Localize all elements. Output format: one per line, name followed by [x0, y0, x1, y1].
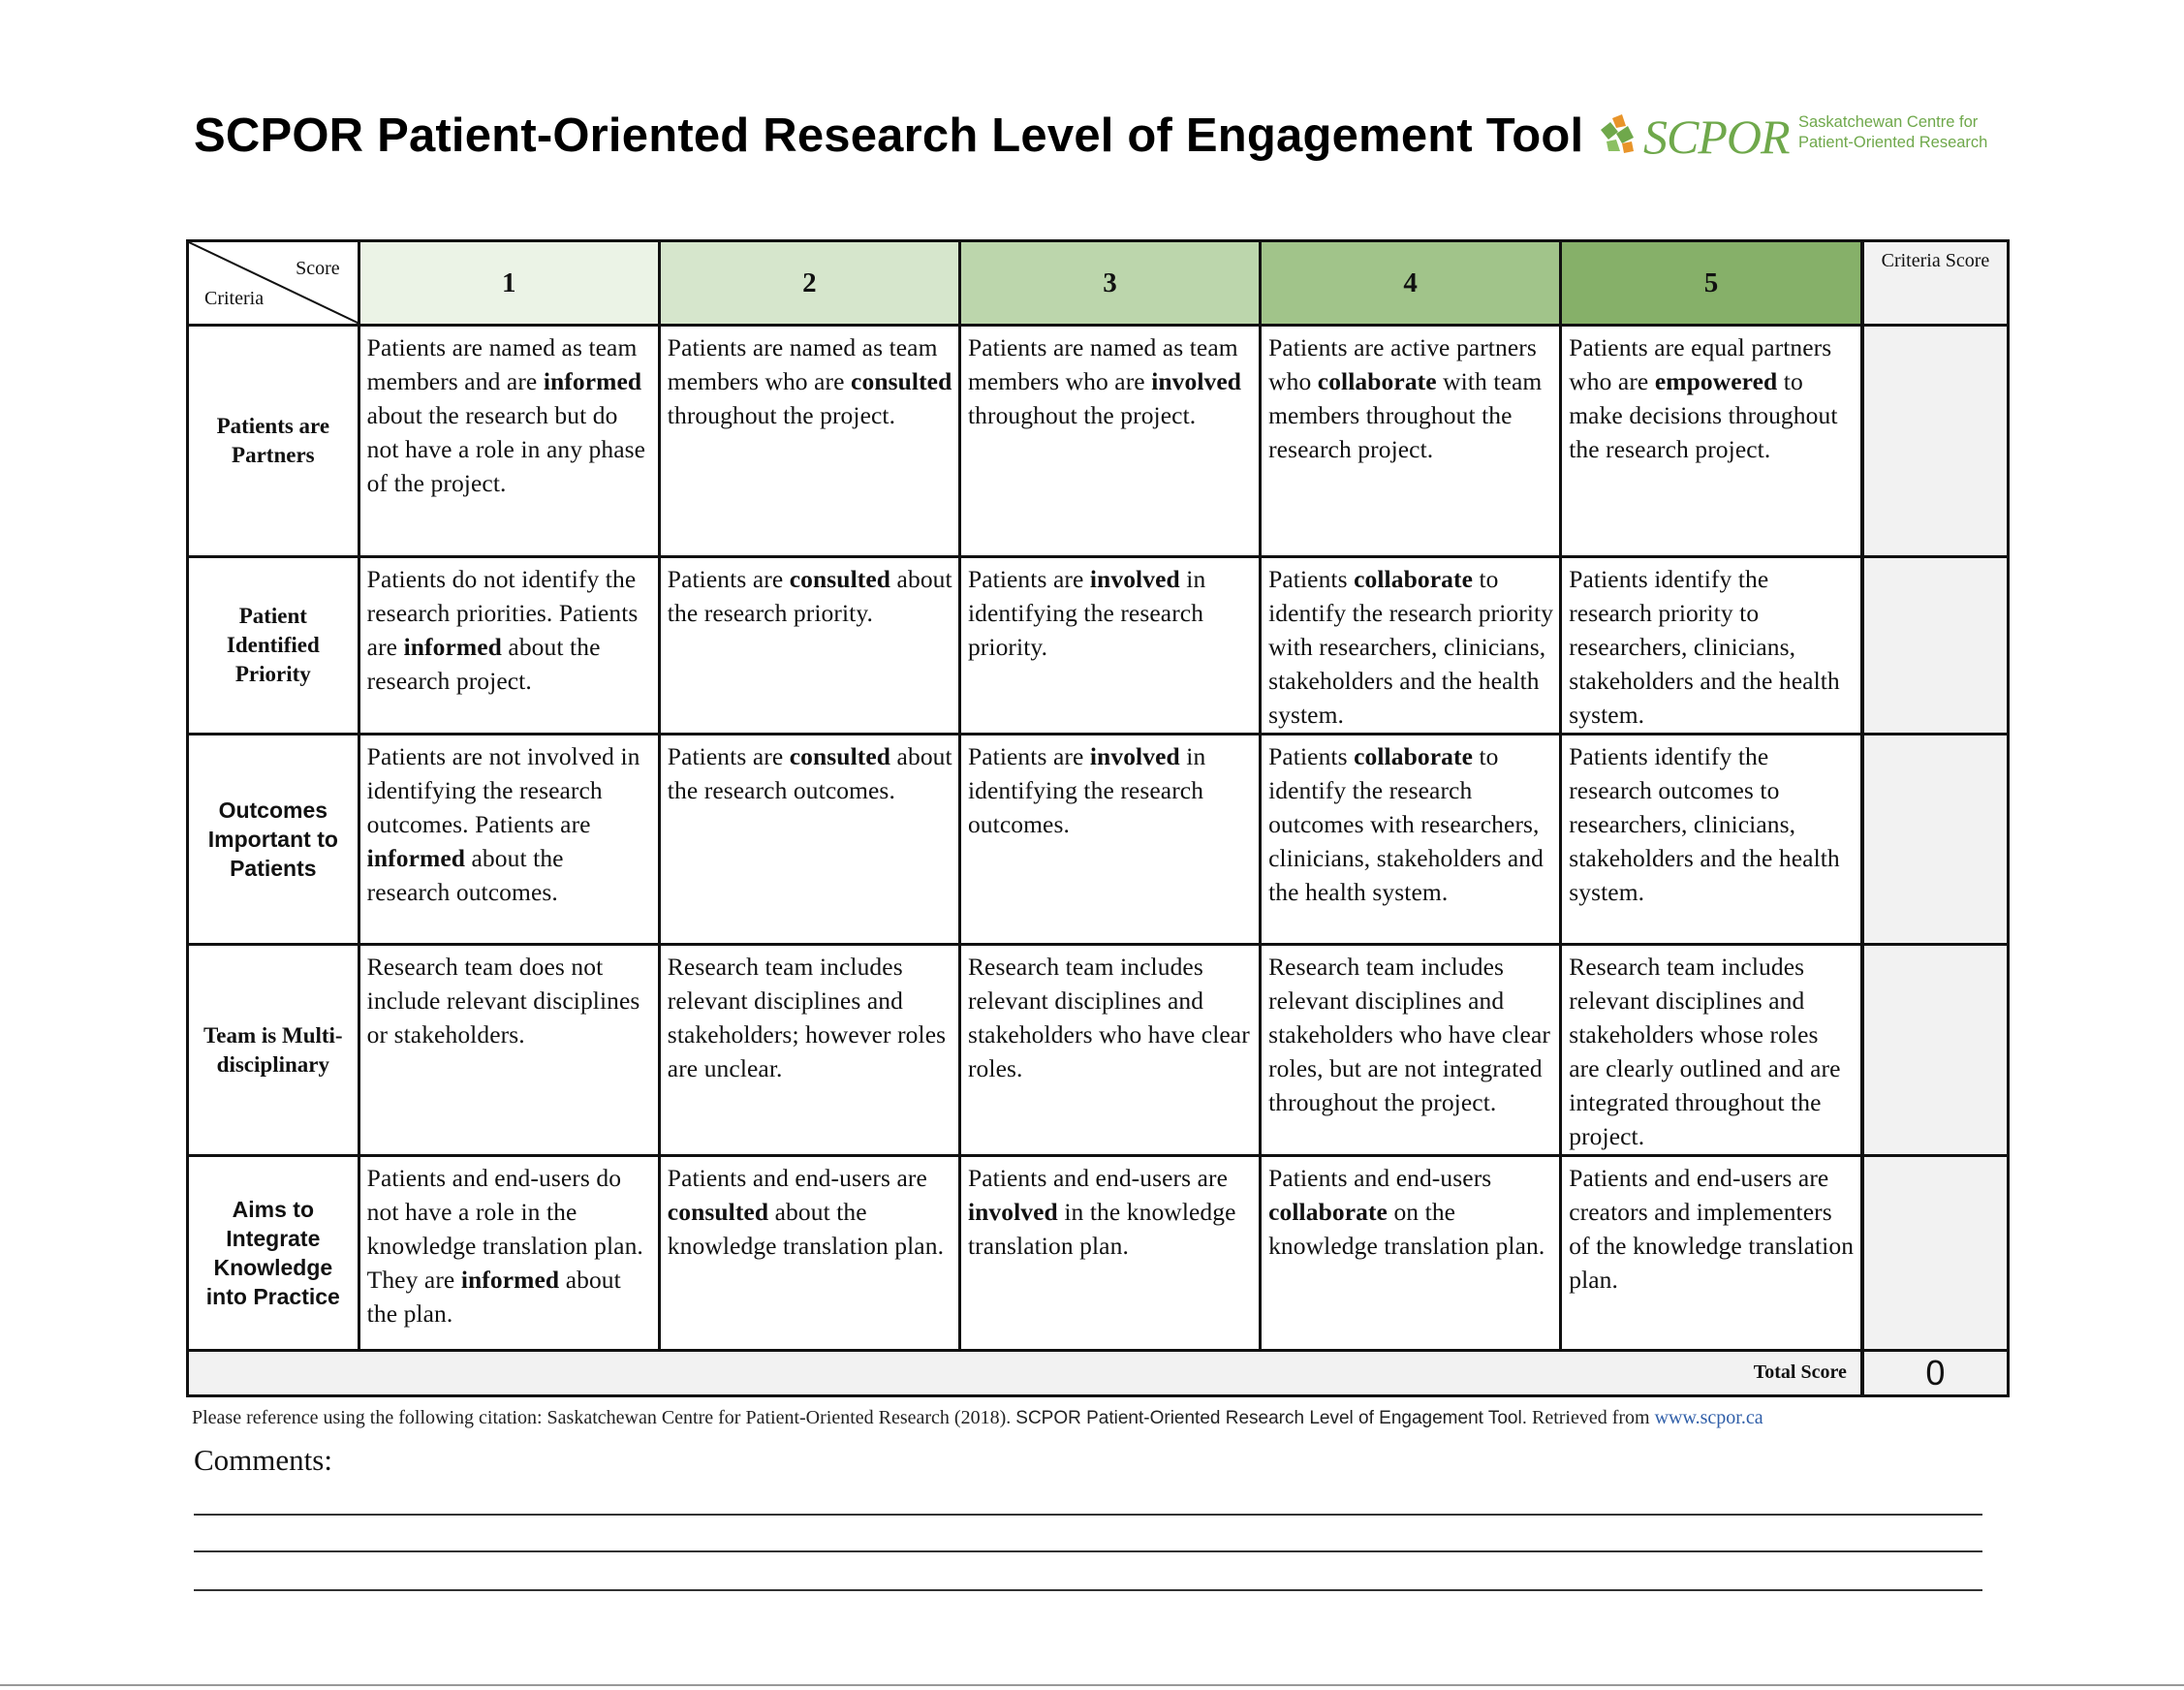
criterion-label: Patients are Partners	[188, 326, 359, 557]
comments-label: Comments:	[194, 1443, 332, 1477]
rubric-cell: Patients and end-users collaborate on the knowledge translation plan.	[1261, 1156, 1561, 1351]
comment-line[interactable]	[194, 1514, 1982, 1516]
logo-subtitle-line2: Patient-Oriented Research	[1798, 134, 1988, 151]
criterion-label: Aims to Integrate Knowledge into Practice	[188, 1156, 359, 1351]
rubric-cell: Patients are named as team members who are consulted throughout the project.	[659, 326, 959, 557]
criteria-score-input[interactable]	[1862, 734, 2009, 945]
table-row	[188, 326, 2009, 557]
comment-line[interactable]	[194, 1589, 1982, 1591]
rubric-cell: Patients are named as team members who are involved throughout the project.	[959, 326, 1260, 557]
criteria-axis-label: Criteria	[204, 288, 265, 310]
engagement-rubric-table	[186, 239, 2010, 1397]
criteria-score-input[interactable]	[1862, 326, 2009, 557]
citation-retrieved: Retrieved from	[1531, 1407, 1650, 1428]
rubric-cell: Patients are named as team members and are informed about the research but do not have a role in any phase of the project.	[359, 326, 659, 557]
comment-line[interactable]	[194, 1550, 1982, 1552]
page-bottom-rule	[0, 1684, 2184, 1686]
score-header-2: 2	[659, 241, 959, 326]
rubric-cell: Patients are equal partners who are empowered to make decisions throughout the research project.	[1561, 326, 1862, 557]
rubric-cell: Patients identify the research outcomes to researchers, clinicians, stakeholders and the health system.	[1561, 734, 1862, 945]
rubric-cell: Patients are active partners who collaborate with team members throughout the research project.	[1261, 326, 1561, 557]
total-score-value: 0	[1862, 1350, 2009, 1395]
criterion-label: Outcomes Important to Patients	[188, 734, 359, 945]
score-header-4: 4	[1261, 241, 1561, 326]
rubric-cell: Patients and end-users are consulted about the knowledge translation plan.	[659, 1156, 959, 1351]
scpor-logo	[1597, 103, 1994, 171]
citation-title: SCPOR Patient-Oriented Research Level of Engagement Tool.	[1015, 1408, 1527, 1428]
rubric-cell: Patients and end-users are creators and implementers of the knowledge translation plan.	[1561, 1156, 1862, 1351]
rubric-cell: Patients collaborate to identify the research outcomes with researchers, clinicians, stakeholders and the health system.	[1261, 734, 1561, 945]
rubric-cell: Patients are consulted about the research priority.	[659, 557, 959, 735]
score-header-5: 5	[1561, 241, 1862, 326]
rubric-cell: Patients identify the research priority to researchers, clinicians, stakeholders and the health system.	[1561, 557, 1862, 735]
rubric-cell: Patients are involved in identifying the research outcomes.	[959, 734, 1260, 945]
total-score-label: Total Score	[188, 1350, 1862, 1395]
table-row	[188, 1156, 2009, 1351]
table-row	[188, 557, 2009, 735]
criterion-label: Patient Identified Priority	[188, 557, 359, 735]
criteria-score-header: Criteria Score	[1862, 241, 2009, 326]
rubric-cell: Patients and end-users are involved in the knowledge translation plan.	[959, 1156, 1260, 1351]
criteria-score-input[interactable]	[1862, 557, 2009, 735]
header-row	[188, 241, 2009, 326]
rubric-cell: Research team includes relevant disciplines and stakeholders who have clear roles, but are not integrated throughout the project.	[1261, 945, 1561, 1156]
citation-link[interactable]: www.scpor.ca	[1654, 1407, 1763, 1428]
criteria-score-input[interactable]	[1862, 945, 2009, 1156]
score-header-3: 3	[959, 241, 1260, 326]
rubric-cell: Research team includes relevant disciplines and stakeholders whose roles are clearly outlined and are integrated throughout the project.	[1561, 945, 1862, 1156]
logo-brand: SCPOR	[1643, 110, 1790, 164]
rubric-cell: Patients are involved in identifying the research priority.	[959, 557, 1260, 735]
criteria-score-input[interactable]	[1862, 1156, 2009, 1351]
table-row	[188, 945, 2009, 1156]
rubric-cell: Research team includes relevant disciplines and stakeholders; however roles are unclear.	[659, 945, 959, 1156]
rubric-cell: Patients and end-users do not have a role in the knowledge translation plan. They are informed about the plan.	[359, 1156, 659, 1351]
page-title: SCPOR Patient-Oriented Research Level of Engagement Tool	[194, 110, 1584, 162]
logo-subtitle-line1: Saskatchewan Centre for	[1798, 113, 1979, 131]
leaf-cluster-icon	[1597, 112, 1639, 155]
citation-prefix: Please reference using the following citation: Saskatchewan Centre for Patient-Oriented Research (2018).	[192, 1407, 1012, 1428]
score-criteria-corner	[188, 241, 359, 326]
rubric-cell: Patients are not involved in identifying the research outcomes. Patients are informed about the research outcomes.	[359, 734, 659, 945]
rubric-cell: Patients are consulted about the research outcomes.	[659, 734, 959, 945]
citation	[192, 1407, 1763, 1429]
rubric-cell: Patients collaborate to identify the research priority with researchers, clinicians, stakeholders and the health system.	[1261, 557, 1561, 735]
total-row	[188, 1350, 2009, 1395]
logo-subtitle	[1798, 112, 1987, 153]
rubric-cell: Research team includes relevant disciplines and stakeholders who have clear roles.	[959, 945, 1260, 1156]
rubric-cell: Research team does not include relevant disciplines or stakeholders.	[359, 945, 659, 1156]
criterion-label: Team is Multi-disciplinary	[188, 945, 359, 1156]
table-row	[188, 734, 2009, 945]
score-axis-label: Score	[296, 258, 340, 279]
score-header-1: 1	[359, 241, 659, 326]
rubric-cell: Patients do not identify the research priorities. Patients are informed about the research project.	[359, 557, 659, 735]
